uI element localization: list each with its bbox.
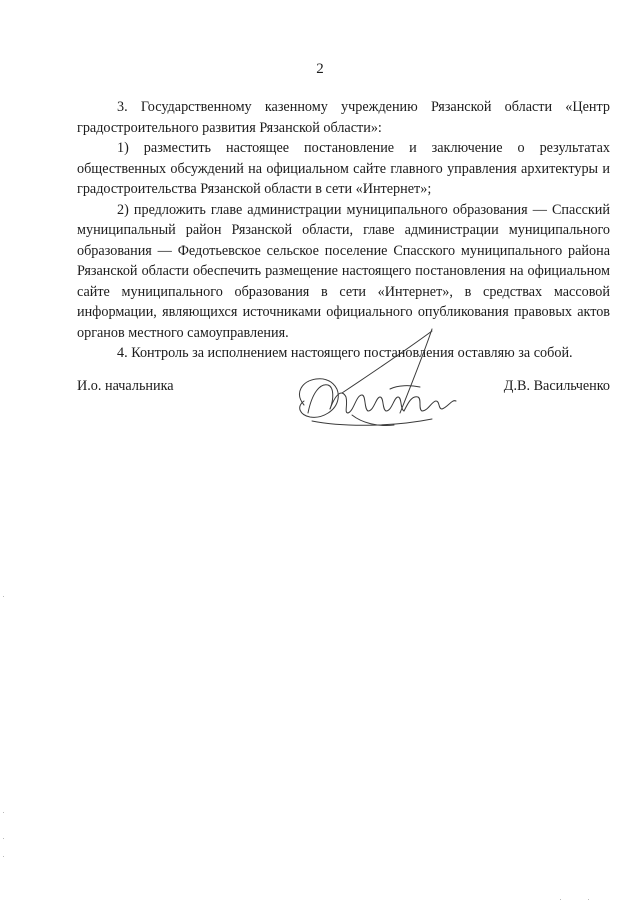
paragraph-subitem-2: 2) предложить главе администрации муниципального образования — Спасский муниципальный район Рязанской области, главе администрации муниципального образования — Федотьевское сельское поселение Спасского муниципального района Рязанской области обеспечить размещение настоящего постановления на официальном сайте муниципального образования в сети «Интернет», в средствах массовой информации, являющихся источниками официального опубликования правовых актов органов местного самоуправления. — [77, 201, 610, 341]
scan-artifact — [560, 899, 561, 900]
scan-artifact — [3, 596, 4, 597]
paragraph-item-4: 4. Контроль за исполнением настоящего постановления оставляю за собой. — [117, 345, 573, 361]
scan-artifact — [3, 812, 4, 813]
signer-name: Д.В. Васильченко — [503, 378, 610, 394]
signer-position: И.о. начальника — [77, 378, 174, 394]
page-number: 2 — [316, 61, 324, 77]
scan-artifact — [3, 856, 4, 857]
paragraph-item-3: 3. Государственному казенному учреждению Рязанской области «Центр градостроительного развития Рязанской области»: — [77, 99, 610, 136]
paragraph-subitem-1: 1) разместить настоящее постановление и заключение о результатах общественных обсуждений на официальном сайте главного управления архитектуры и градостроительства Рязанской области в сети «Интернет»; — [77, 140, 610, 197]
signature-block — [77, 378, 610, 438]
scan-artifact — [588, 899, 589, 900]
scan-artifact — [3, 838, 4, 839]
handwritten-signature — [282, 323, 472, 443]
